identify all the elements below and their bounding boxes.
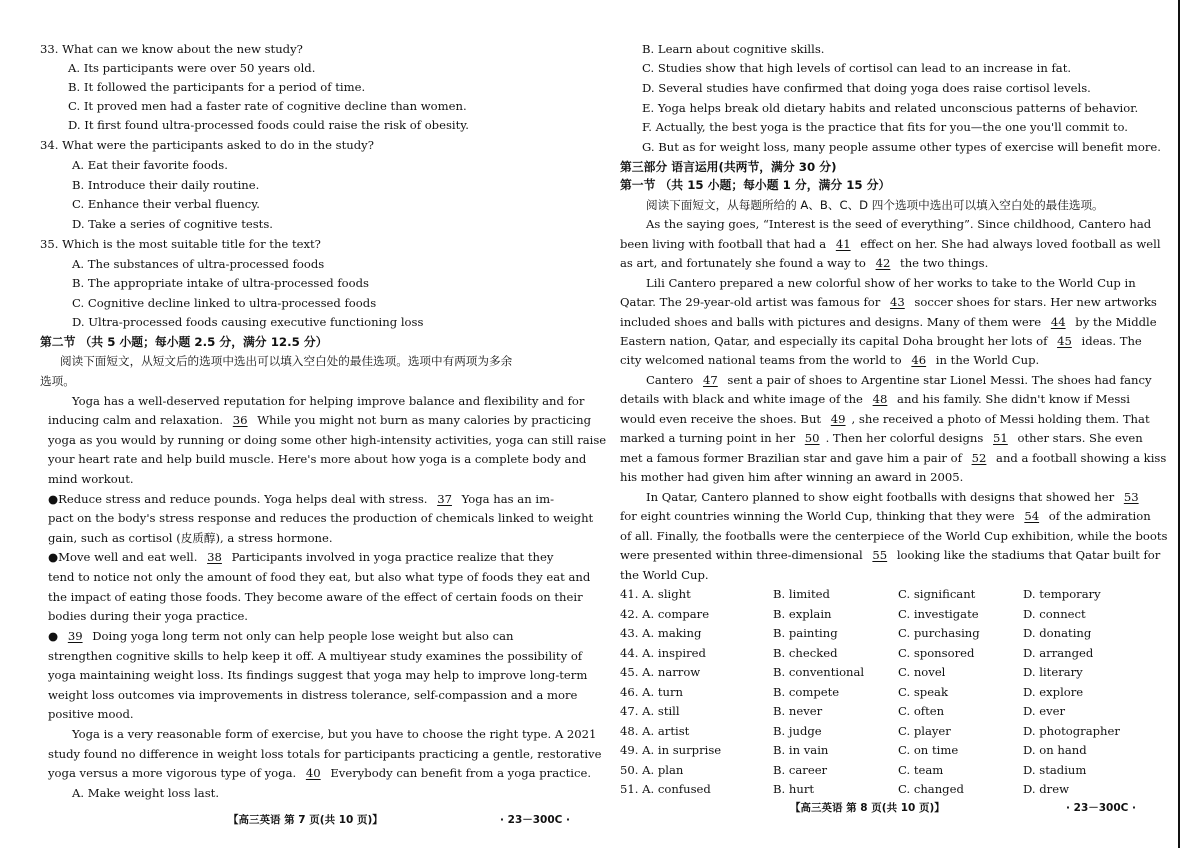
blank-52: 52 <box>971 451 987 465</box>
answer-option: C. investigate <box>898 606 979 621</box>
right-text-line: G. But as for weight loss, many people assume other types of exercise will benefit more. <box>642 140 1161 154</box>
answer-option: 41. A. slight <box>620 587 691 601</box>
left-text-line: B. It followed the participants for a period of time. <box>68 80 366 94</box>
right-text-line: In Qatar, Cantero planned to show eight footballs with designs that showed her 53 <box>646 490 1145 504</box>
blank-51: 51 <box>993 431 1008 445</box>
left-text-line: B. Introduce their daily routine. <box>72 178 260 192</box>
blank-53: 53 <box>1123 490 1139 504</box>
blank-46: 46 <box>911 353 927 367</box>
left-text-line: A. Eat their favorite foods. <box>72 158 228 172</box>
right-text-line: E. Yoga helps break old dietary habits and related unconscious patterns of behavior. <box>642 101 1139 115</box>
answer-option: B. painting <box>773 626 838 640</box>
left-text-line: the impact of eating those foods. They become aware of the effect of certain foods on their <box>48 590 583 604</box>
page-code: · 23－300C · <box>500 814 571 826</box>
left-text-line: A. The substances of ultra-processed foods <box>72 257 325 271</box>
left-text-line: 第二节 （共 5 小题；每小题 2.5 分，满分 12.5 分） <box>40 335 328 349</box>
page-edge-divider <box>1178 0 1180 848</box>
left-text-line: A. Its participants were over 50 years old. <box>68 61 316 75</box>
left-text-line: bodies during their yoga practice. <box>48 609 248 623</box>
right-text-line: Cantero 47 sent a pair of shoes to Argentine star Lionel Messi. The shoes had fancy <box>646 373 1152 387</box>
right-text-line: C. Studies show that high levels of cortisol can lead to an increase in fat. <box>642 61 1072 75</box>
left-text-line: ● 39 Doing yoga long term not only can help people lose weight but also can <box>48 629 514 643</box>
answer-option: D. literary <box>1023 665 1083 679</box>
answer-option: D. explore <box>1023 684 1084 699</box>
blank-55: 55 <box>872 548 888 562</box>
answer-option: C. sponsored <box>898 645 975 660</box>
answer-option: C. speak <box>898 684 948 699</box>
right-text-line: of all. Finally, the footballs were the centerpiece of the World Cup exhibition, while the boots <box>620 529 1168 543</box>
right-text-line: 第一节 （共 15 小题；每小题 1 分，满分 15 分） <box>620 178 891 192</box>
answer-option: D. drew <box>1023 782 1070 796</box>
answer-option: D. temporary <box>1023 587 1101 601</box>
left-text-line: yoga maintaining weight loss. Its findings suggest that yoga may help to improve long-term <box>48 668 588 682</box>
answer-option: B. limited <box>773 587 830 601</box>
left-text-line: 阅读下面短文，从短文后的选项中选出可以填入空白处的最佳选项。选项中有两项为多余 <box>60 354 513 368</box>
left-text-line: yoga as you would by running or doing some other high-intensity activities, yoga can still raise <box>48 433 607 447</box>
left-text-line: study found no difference in weight loss totals for participants practicing a gentle, restorative <box>48 747 602 761</box>
right-text-line: D. Several studies have confirmed that doing yoga does raise cortisol levels. <box>642 81 1091 95</box>
answer-option: 47. A. still <box>620 704 680 718</box>
answer-option: C. often <box>898 704 945 718</box>
left-text-line: mind workout. <box>48 472 134 486</box>
answer-option: 42. A. compare <box>620 606 710 621</box>
answer-option: 44. A. inspired <box>620 645 706 660</box>
blank-49: 49 <box>830 412 846 426</box>
left-text-line: positive mood. <box>48 707 134 721</box>
left-text-line: C. Enhance their verbal fluency. <box>72 197 260 211</box>
answer-option: C. team <box>898 762 944 777</box>
answer-option: D. on hand <box>1023 743 1087 757</box>
blank-50: 50 <box>804 431 820 445</box>
page-footer-label: 【高三英语 第 7 页(共 10 页)】 <box>228 814 383 826</box>
answer-option: C. player <box>898 723 951 738</box>
right-text-line: details with black and white image of the 48 and his family. She didn't know if Messi <box>620 392 1130 406</box>
blank-38: 38 <box>207 550 222 564</box>
answer-option: B. checked <box>773 645 838 660</box>
page-code: · 23－300C · <box>1066 802 1137 814</box>
right-text-line: marked a turning point in her 50 . Then her colorful designs 51 other stars. She even <box>620 431 1143 445</box>
right-text-line: Lili Cantero prepared a new colorful show of her works to take to the World Cup in <box>646 276 1136 290</box>
left-text-line: D. Take a series of cognitive tests. <box>72 217 273 231</box>
left-text-line: A. Make weight loss last. <box>72 786 220 800</box>
left-text-line: weight loss outcomes via improvements in distress tolerance, self-compassion and a more <box>48 688 578 702</box>
blank-45: 45 <box>1057 334 1072 348</box>
left-text-line: B. The appropriate intake of ultra-processed foods <box>72 276 369 290</box>
answer-option: D. connect <box>1023 606 1086 621</box>
right-text-line: the World Cup. <box>620 568 709 582</box>
left-text-line: gain, such as cortisol (皮质醇), a stress hormone. <box>48 531 333 545</box>
answer-option: 51. A. confused <box>620 782 711 796</box>
answer-option: 49. A. in surprise <box>620 743 722 757</box>
left-text-line: pact on the body's stress response and reduces the production of chemicals linked to weight <box>48 511 594 525</box>
right-text-line: F. Actually, the best yoga is the practice that fits for you—the one you'll commit to. <box>642 120 1128 134</box>
right-text-line: Qatar. The 29-year-old artist was famous for 43 soccer shoes for stars. Her new artworks <box>620 295 1157 309</box>
right-text-line: would even receive the shoes. But 49 , she received a photo of Messi holding them. That <box>620 412 1150 426</box>
answer-option: 43. A. making <box>620 626 702 640</box>
answer-option: 50. A. plan <box>620 762 684 777</box>
left-text-line: C. Cognitive decline linked to ultra-processed foods <box>72 296 377 310</box>
right-text-line: been living with football that had a 41 effect on her. She had always loved football as well <box>620 237 1161 251</box>
answer-option: C. purchasing <box>898 626 980 640</box>
answer-option: B. judge <box>773 723 822 738</box>
left-text-line: tend to notice not only the amount of food they eat, but also what type of foods they eat and <box>48 570 591 584</box>
right-text-line: as art, and fortunately she found a way to 42 the two things. <box>620 256 989 270</box>
right-text-line: were presented within three-dimensional 55 looking like the stadiums that Qatar built for <box>620 548 1161 562</box>
right-page <box>600 0 1200 848</box>
right-text-line: 第三部分 语言运用(共两节，满分 30 分) <box>620 160 837 174</box>
answer-option: B. in vain <box>773 743 829 757</box>
right-text-line: Eastern nation, Qatar, and especially its capital Doha brought her lots of 45 ideas. The <box>620 334 1142 348</box>
answer-option: D. donating <box>1023 626 1092 640</box>
blank-54: 54 <box>1024 509 1040 523</box>
right-text-line: included shoes and balls with pictures and designs. Many of them were 44 by the Middle <box>620 315 1157 329</box>
answer-option: B. compete <box>773 684 840 699</box>
right-text-line: met a famous former Brazilian star and gave him a pair of 52 and a football showing a kiss <box>620 451 1167 465</box>
blank-36: 36 <box>232 413 248 427</box>
right-text-line: 阅读下面短文，从每题所给的 A、B、C、D 四个选项中选出可以填入空白处的最佳选项。 <box>646 198 1104 212</box>
left-text-line: 33. What can we know about the new study? <box>40 42 303 56</box>
left-text-line: D. Ultra-processed foods causing executive functioning loss <box>72 315 424 329</box>
answer-option: B. conventional <box>773 665 865 679</box>
left-text-line: ●Move well and eat well. 38 Participants involved in yoga practice realize that they <box>48 550 554 564</box>
answer-option: C. on time <box>898 743 959 757</box>
left-text-line: Yoga is a very reasonable form of exercise, but you have to choose the right type. A 2021 <box>72 727 597 741</box>
answer-option: B. never <box>773 704 823 718</box>
blank-42: 42 <box>875 256 891 270</box>
answer-option: B. explain <box>773 606 832 621</box>
left-text-line: strengthen cognitive skills to help keep it off. A multiyear study examines the possibility of <box>48 649 583 663</box>
left-text-line: your heart rate and help build muscle. Here's more about how yoga is a complete body and <box>48 452 587 466</box>
right-text-line: B. Learn about cognitive skills. <box>642 42 825 56</box>
blank-47: 47 <box>702 373 718 387</box>
left-text-line: yoga versus a more vigorous type of yoga. 40 Everybody can benefit from a yoga practice. <box>48 766 592 780</box>
blank-40: 40 <box>305 766 321 780</box>
blank-43: 43 <box>889 295 905 309</box>
page-footer-label: 【高三英语 第 8 页(共 10 页)】 <box>790 802 945 814</box>
left-text-line: 34. What were the participants asked to do in the study? <box>40 138 374 152</box>
blank-39: 39 <box>67 629 83 643</box>
left-text-line: 选项。 <box>40 374 75 388</box>
answer-option: D. ever <box>1023 704 1066 718</box>
left-text-line: inducing calm and relaxation. 36 While you might not burn as many calories by practicing <box>48 413 592 427</box>
right-text-line: city welcomed national teams from the world to 46 in the World Cup. <box>620 353 1040 367</box>
left-text-line: D. It first found ultra-processed foods could raise the risk of obesity. <box>68 118 469 132</box>
answer-option: B. hurt <box>773 782 815 796</box>
answer-option: D. photographer <box>1023 723 1120 738</box>
left-text-line: ●Reduce stress and reduce pounds. Yoga helps deal with stress. 37 Yoga has an im- <box>48 492 554 506</box>
blank-37: 37 <box>437 492 452 506</box>
answer-option: 48. A. artist <box>620 723 690 738</box>
left-text-line: Yoga has a well-deserved reputation for helping improve balance and flexibility and for <box>72 394 585 408</box>
answer-option: 45. A. narrow <box>620 665 701 679</box>
right-text-line: As the saying goes, “Interest is the seed of everything”. Since childhood, Cantero had <box>646 217 1152 231</box>
blank-41: 41 <box>835 237 851 251</box>
right-text-line: for eight countries winning the World Cup, thinking that they were 54 of the admiration <box>620 509 1151 523</box>
blank-48: 48 <box>872 392 888 406</box>
answer-option: C. significant <box>898 587 976 601</box>
blank-44: 44 <box>1050 315 1066 329</box>
answer-option: C. novel <box>898 665 946 679</box>
left-text-line: C. It proved men had a faster rate of cognitive decline than women. <box>68 99 467 113</box>
right-text-line: his mother had given him after winning an award in 2005. <box>620 470 964 484</box>
left-text-line: 35. Which is the most suitable title for the text? <box>40 237 321 251</box>
answer-option: 46. A. turn <box>620 684 684 699</box>
answer-option: D. arranged <box>1023 645 1094 660</box>
answer-option: B. career <box>773 762 828 777</box>
answer-option: D. stadium <box>1023 762 1087 777</box>
answer-option: C. changed <box>898 782 964 796</box>
